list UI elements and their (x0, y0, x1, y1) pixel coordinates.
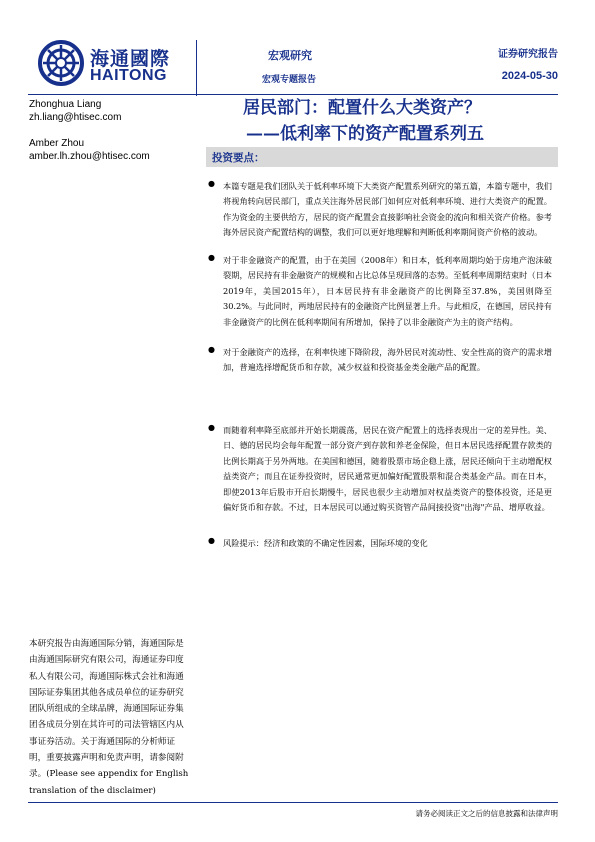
disclaimer-text: 本研究报告由海通国际分销，海通国际是由海通国际研究有限公司，海通证券印度私人有限公司，海通国际株式会社和海通国际证券集团其他各成员单位的证券研究团队所组成的全球品牌，海通国际证券集团各成员分别在其许可的司法管辖区内从事证券活动。关于海通国际的分析师证明，重要披露声明和免责声明，请参阅附录。(Please see appendix for English translation of the disclaimer) (29, 639, 189, 796)
author-email[interactable]: zh.liang@htisec.com (29, 111, 122, 123)
logo-text-en: HAITONG (90, 67, 167, 84)
page-title: 居民部门：配置什么大类资产？ (243, 98, 481, 118)
report-label: 证券研究报告 (498, 49, 558, 60)
bullet-text: 本篇专题是我们团队关于低利率环境下大类资产配置系列研究的第五篇，本篇专题中，我们将视角转向居民部门，重点关注海外居民部门如何应对低利率环境、进行大类资产的配置。作为资金的主要供给方，居民的资产配置会直接影响社会资金的流向和相关资产价格。参考海外居民资产配置结构的调整，我们可以更好地理解和判断低利率期间资产价格的波动。 (223, 181, 552, 238)
bullet-text: 对于金融资产的选择，在利率快速下降阶段，海外居民对流动性、安全性高的资产的需求增加，普遍选择增配货币和存款，减少权益和投资基金类金融产品的配置。 (223, 347, 552, 373)
list-item (208, 536, 552, 551)
author-name: Zhonghua Liang (29, 99, 102, 110)
list-item (208, 253, 552, 330)
key-points-header (206, 147, 558, 167)
author-name: Amber Zhou (29, 138, 85, 149)
header-divider-vertical (196, 40, 197, 96)
list-item (208, 345, 552, 376)
haitong-logo-icon (38, 40, 84, 86)
page-subtitle: ——低利率下的资产配置系列五 (246, 124, 484, 144)
bullet-icon: ● (208, 345, 215, 354)
footer-note: 请务必阅读正文之后的信息披露和法律声明 (415, 809, 558, 818)
bullet-text: 风险提示：经济和政策的不确定性因素，国际环境的变化 (223, 538, 428, 548)
key-points-label: 投资要点： (212, 152, 265, 164)
bullet-icon: ● (208, 423, 215, 432)
list-item (208, 423, 552, 515)
haitong-logo (38, 40, 198, 86)
bullet-text: 对于非金融资产的配置，由于在美国（2008年）和日本，低利率周期均始于房地产泡沫破裂期，居民持有非金融资产的规模和占比总体呈现回落的态势。至低利率周期结束时（日本2019年，美国2015年），日本居民持有非金融资产的比例降至37.8%，美国则降至30.2%。与此同时，两地居民持有的金融资产比例显著上升。与此相反，在德国，居民持有非金融资产的比例在低利率期间有所增加，保持了以非金融资产为主的资产结构。 (223, 255, 552, 327)
bullet-text: 而随着利率降至底部并开始长期震荡，居民在资产配置上的选择表现出一定的差异性。美、日、德的居民均会每年配置一部分资产到存款和养老金保险，但日本居民选择配置存款类的比例长期高于另外两地。在美国和德国，随着股票市场企稳上涨，居民还倾向于主动增配权益类资产；而且在证券投资时，居民通常更加偏好配置股票和混合类基金产品。而在日本，即使2013年后股市开启长期慢牛，居民也很少主动增加对权益类资产的整体投资，还是更偏好货币和存款。不过，日本居民可以通过购买资管产品间接投资"出海"产品、增厚收益。 (223, 425, 552, 513)
report-date: 2024-05-30 (501, 70, 558, 82)
report-category: 宏观研究 (268, 49, 312, 62)
bullet-icon: ● (208, 536, 215, 545)
author-list (29, 99, 150, 163)
list-item (208, 179, 552, 241)
logo-text-cn: 海通國際 (90, 48, 171, 70)
report-type: 宏观专题报告 (262, 75, 317, 85)
bullet-icon: ● (208, 179, 215, 188)
footer-divider (28, 802, 558, 803)
bullet-icon: ● (208, 253, 215, 262)
author-email[interactable]: amber.lh.zhou@htisec.com (29, 150, 150, 162)
